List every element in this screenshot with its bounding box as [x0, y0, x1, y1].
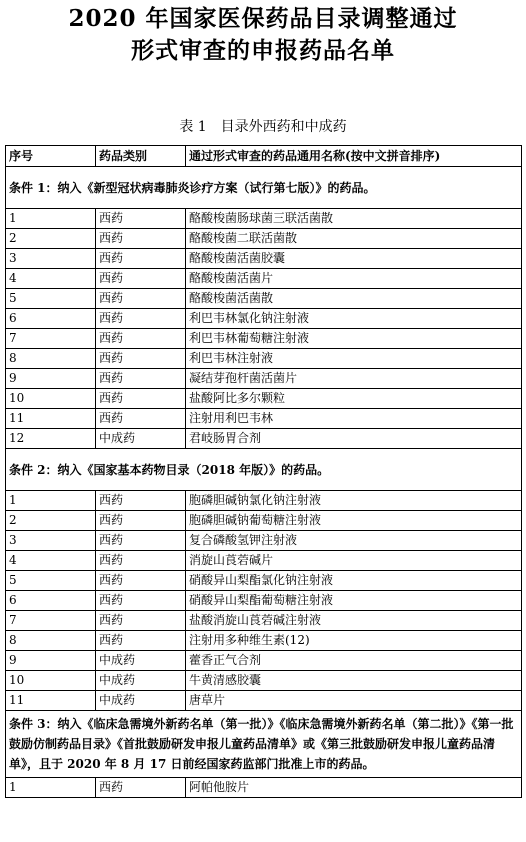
- row-index: 6: [6, 309, 96, 329]
- row-index: 11: [6, 691, 96, 711]
- row-category: 西药: [96, 289, 186, 309]
- row-index: 4: [6, 551, 96, 571]
- table-row: [6, 269, 522, 289]
- row-drug-name: 注射用利巴韦林: [186, 409, 522, 429]
- row-index: 3: [6, 531, 96, 551]
- row-index: 7: [6, 329, 96, 349]
- table-row: [6, 491, 522, 511]
- row-index: 12: [6, 429, 96, 449]
- row-category: 西药: [96, 571, 186, 591]
- table-row: [6, 409, 522, 429]
- row-index: 8: [6, 349, 96, 369]
- row-category: 中成药: [96, 429, 186, 449]
- row-category: 西药: [96, 531, 186, 551]
- table-row: [6, 691, 522, 711]
- row-category: 西药: [96, 389, 186, 409]
- table-row: [6, 591, 522, 611]
- row-category: 西药: [96, 329, 186, 349]
- condition-text: 条件 2：纳入《国家基本药物目录（2018 年版）》的药品。: [6, 449, 522, 491]
- row-index: 9: [6, 651, 96, 671]
- condition-row: [6, 711, 522, 778]
- row-index: 1: [6, 491, 96, 511]
- table-row: [6, 671, 522, 691]
- row-index: 2: [6, 229, 96, 249]
- drug-list-table: [5, 145, 522, 798]
- row-drug-name: 君岐肠胃合剂: [186, 429, 522, 449]
- row-category: 西药: [96, 209, 186, 229]
- table-row: [6, 611, 522, 631]
- row-drug-name: 利巴韦林氯化钠注射液: [186, 309, 522, 329]
- row-index: 2: [6, 511, 96, 531]
- row-category: 西药: [96, 778, 186, 798]
- row-drug-name: 阿帕他胺片: [186, 778, 522, 798]
- table-row: [6, 511, 522, 531]
- row-drug-name: 胞磷胆碱钠葡萄糖注射液: [186, 511, 522, 531]
- row-drug-name: 注射用多种维生素(12): [186, 631, 522, 651]
- header-index: 序号: [6, 146, 96, 167]
- row-index: 6: [6, 591, 96, 611]
- row-category: 中成药: [96, 671, 186, 691]
- row-category: 中成药: [96, 691, 186, 711]
- row-index: 8: [6, 631, 96, 651]
- row-category: 西药: [96, 369, 186, 389]
- table-row: [6, 209, 522, 229]
- row-category: 西药: [96, 229, 186, 249]
- row-index: 11: [6, 409, 96, 429]
- row-drug-name: 牛黄清感胶囊: [186, 671, 522, 691]
- table-row: [6, 309, 522, 329]
- row-index: 1: [6, 209, 96, 229]
- row-index: 10: [6, 389, 96, 409]
- row-drug-name: 胞磷胆碱钠氯化钠注射液: [186, 491, 522, 511]
- row-drug-name: 盐酸阿比多尔颗粒: [186, 389, 522, 409]
- row-category: 西药: [96, 409, 186, 429]
- row-drug-name: 硝酸异山梨酯氯化钠注射液: [186, 571, 522, 591]
- table-row: [6, 369, 522, 389]
- table-row: [6, 429, 522, 449]
- row-drug-name: 唐草片: [186, 691, 522, 711]
- table-row: [6, 551, 522, 571]
- row-category: 西药: [96, 491, 186, 511]
- row-drug-name: 酪酸梭菌活菌片: [186, 269, 522, 289]
- table-row: [6, 631, 522, 651]
- table-row: [6, 389, 522, 409]
- row-index: 7: [6, 611, 96, 631]
- header-drug-name: 通过形式审查的药品通用名称(按中文拼音排序): [186, 146, 522, 167]
- table-row: [6, 651, 522, 671]
- row-index: 5: [6, 571, 96, 591]
- row-drug-name: 复合磷酸氢钾注射液: [186, 531, 522, 551]
- table-row: [6, 531, 522, 551]
- row-index: 4: [6, 269, 96, 289]
- row-drug-name: 酪酸梭菌活菌胶囊: [186, 249, 522, 269]
- row-index: 9: [6, 369, 96, 389]
- row-category: 西药: [96, 611, 186, 631]
- table-row: [6, 249, 522, 269]
- table-row: [6, 349, 522, 369]
- row-drug-name: 凝结芽孢杆菌活菌片: [186, 369, 522, 389]
- condition-text: 条件 3：纳入《临床急需境外新药名单（第一批）》《临床急需境外新药名单（第二批）》《第一批鼓励仿制药品目录》《首批鼓励研发申报儿童药品清单》或《第三批鼓励研发申报儿童药品清单》，且于 2020 年 8 月 17 日前经国家药监部门批准上市的药品。: [6, 711, 522, 778]
- row-drug-name: 盐酸消旋山莨菪碱注射液: [186, 611, 522, 631]
- row-category: 西药: [96, 349, 186, 369]
- row-category: 西药: [96, 309, 186, 329]
- row-category: 西药: [96, 591, 186, 611]
- row-drug-name: 利巴韦林注射液: [186, 349, 522, 369]
- condition-text: 条件 1：纳入《新型冠状病毒肺炎诊疗方案（试行第七版）》的药品。: [6, 167, 522, 209]
- row-drug-name: 藿香正气合剂: [186, 651, 522, 671]
- table-row: [6, 329, 522, 349]
- table-row: [6, 571, 522, 591]
- table-row: [6, 229, 522, 249]
- document-title-line-1: 2020 年国家医保药品目录调整通过: [68, 5, 458, 32]
- table-row: [6, 289, 522, 309]
- row-drug-name: 酪酸梭菌二联活菌散: [186, 229, 522, 249]
- row-index: 10: [6, 671, 96, 691]
- row-category: 西药: [96, 269, 186, 289]
- document-title-line-2: 形式审查的申报药品名单: [131, 37, 395, 64]
- row-category: 西药: [96, 631, 186, 651]
- row-drug-name: 利巴韦林葡萄糖注射液: [186, 329, 522, 349]
- table-row: [6, 778, 522, 798]
- condition-row: [6, 449, 522, 491]
- header-category: 药品类别: [96, 146, 186, 167]
- row-drug-name: 硝酸异山梨酯葡萄糖注射液: [186, 591, 522, 611]
- table-header-row: [6, 146, 522, 167]
- row-drug-name: 酪酸梭菌活菌散: [186, 289, 522, 309]
- row-index: 1: [6, 778, 96, 798]
- row-index: 3: [6, 249, 96, 269]
- table-caption: 表 1 目录外西药和中成药: [179, 119, 347, 135]
- row-category: 西药: [96, 249, 186, 269]
- row-index: 5: [6, 289, 96, 309]
- row-category: 中成药: [96, 651, 186, 671]
- row-drug-name: 消旋山莨菪碱片: [186, 551, 522, 571]
- condition-row: [6, 167, 522, 209]
- row-category: 西药: [96, 551, 186, 571]
- row-category: 西药: [96, 511, 186, 531]
- row-drug-name: 酪酸梭菌肠球菌三联活菌散: [186, 209, 522, 229]
